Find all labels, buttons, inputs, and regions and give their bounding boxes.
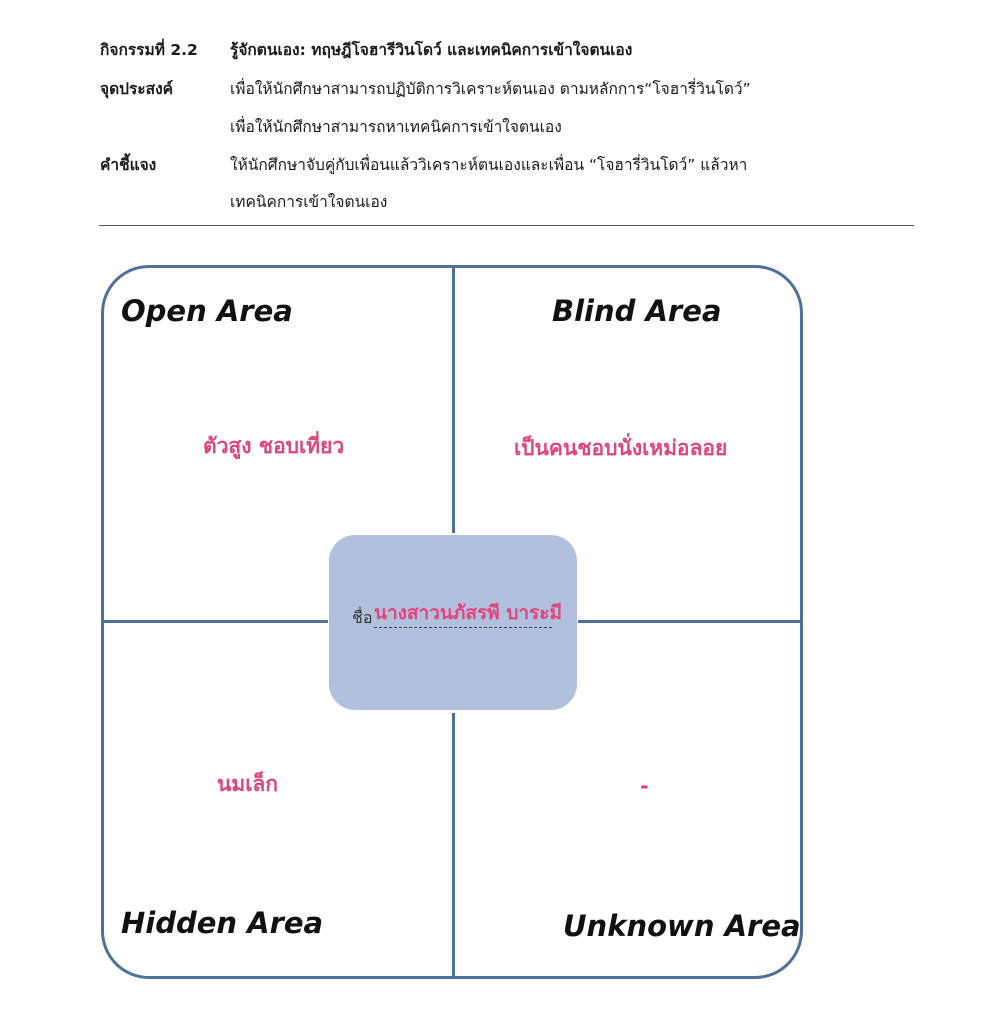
hidden-area-content: นมเล็ก: [217, 772, 278, 796]
objective-line-1: เพื่อให้นักศึกษาสามารถปฏิบัติการวิเคราะห์ตนเอง ตามหลักการ“โจฮารี่วินโดว์”: [230, 80, 751, 98]
instruction-line-2: เทคนิคการเข้าใจตนเอง: [230, 193, 388, 211]
student-name: นางสาวนภัสรพี บาระมี: [374, 602, 562, 624]
divider-vertical-bottom: [452, 713, 455, 978]
objective-label: จุดประสงค์: [100, 80, 174, 98]
header-divider: [99, 225, 914, 226]
unknown-area-content: -: [640, 774, 649, 798]
instruction-line-1: ให้นักศึกษาจับคู่กับเพื่อนแล้ววิเคราะห์ตนเองและเพื่อน “โจฮารี่วินโดว์” แล้วหา: [230, 156, 748, 174]
divider-horizontal-left: [102, 620, 328, 623]
activity-label: กิจกรรมที่ 2.2: [100, 41, 198, 59]
instruction-label: คำชี้แจง: [100, 156, 157, 174]
open-area-title: Open Area: [121, 294, 293, 328]
unknown-area-title: Unknown Area: [563, 909, 801, 943]
objective-line-2: เพื่อให้นักศึกษาสามารถหาเทคนิคการเข้าใจตนเอง: [230, 118, 562, 136]
hidden-area-title: Hidden Area: [121, 906, 324, 940]
blind-area-content: เป็นคนชอบนั่งเหม่อลอย: [514, 436, 728, 460]
divider-vertical-top: [452, 266, 455, 533]
activity-title: รู้จักตนเอง: ทฤษฎีโจฮารีวินโดว์ และเทคนิคการเข้าใจตนเอง: [230, 41, 633, 59]
blind-area-title: Blind Area: [552, 294, 722, 328]
name-underline: [374, 627, 552, 628]
name-prefix: ชื่อ: [352, 608, 373, 627]
open-area-content: ตัวสูง ชอบเที่ยว: [203, 434, 345, 458]
divider-horizontal-right: [578, 620, 802, 623]
